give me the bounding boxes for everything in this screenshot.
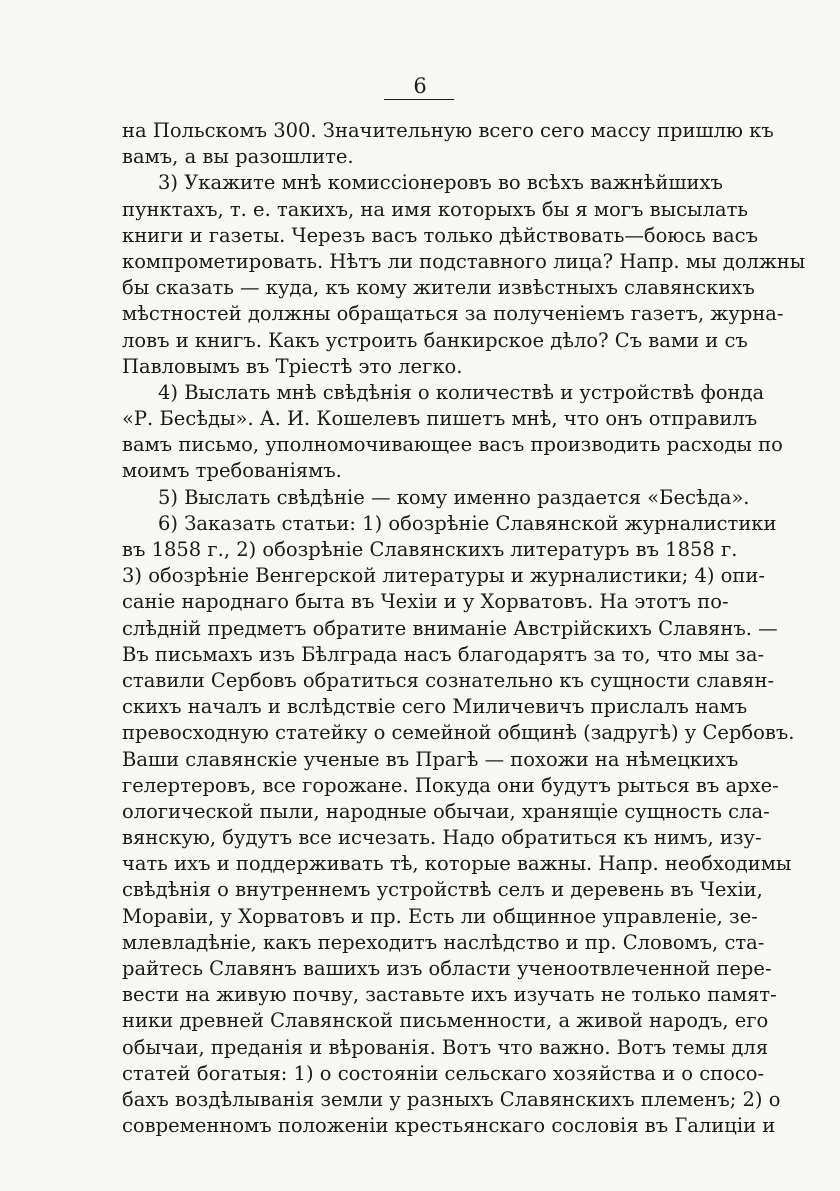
text-line: райтесь Славянъ вашихъ изъ области ученоотвлеченной пере- [122, 957, 772, 980]
text-line: моимъ требованіямъ. [122, 459, 342, 483]
text-line: компрометировать. Нѣтъ ли подставного лица? Напр. мы должны [122, 249, 806, 273]
text-line: въ 1858 г., 2) обозрѣніе Славянскихъ литературъ въ 1858 г. [122, 538, 738, 561]
text-line: слѣдній предметъ обратите вниманіе Австрійскихъ Славянъ. — [122, 616, 778, 640]
text-line: бы сказать — куда, къ кому жители извѣстныхъ славянскихъ [122, 276, 755, 300]
text-line: ники древней Славянской письменности, а живой народъ, его [122, 1009, 769, 1033]
text-line: ставили Сербовъ обратиться сознательно къ сущности славян- [122, 668, 775, 692]
text-line: пунктахъ, т. е. такихъ, на имя которыхъ бы я могъ высылать [122, 197, 748, 221]
text-line: млевладѣніе, какъ переходитъ наслѣдство и пр. Словомъ, ста- [122, 930, 765, 954]
text-line: Моравіи, у Хорватовъ и пр. Есть ли общинное управленіе, зе- [122, 904, 758, 928]
text-line: ологической пыли, народные обычаи, хранящіе сущность сла- [122, 799, 770, 823]
text-line: современномъ положеніи крестьянскаго сословія въ Галиціи и [122, 1114, 776, 1138]
text-line: «Р. Бесѣды». А. И. Кошелевъ пишетъ мнѣ, что онъ отправилъ [122, 407, 758, 431]
text-line: свѣдѣнія о внутреннемъ устройствѣ селъ и деревень въ Чехіи, [122, 878, 763, 902]
text-line: ловъ и книгъ. Какъ устроить банкирское дѣло? Съ вами и съ [122, 328, 748, 352]
text-line: Въ письмахъ изъ Бѣлграда насъ благодарятъ за то, что мы за- [122, 642, 765, 666]
text-line: статей богатыя: 1) о состояніи сельскаго хозяйства и о спосо- [122, 1061, 765, 1085]
text-line: 3) Укажите мнѣ комиссіонеровъ во всѣхъ важнѣйшихъ [158, 171, 723, 195]
text-line: обычаи, преданія и вѣрованія. Вотъ что важно. Вотъ темы для [122, 1035, 769, 1059]
text-line: книги и газеты. Черезъ васъ только дѣйствовать—боюсь васъ [122, 223, 758, 247]
text-line: гелертеровъ, все горожане. Покуда они будутъ рыться въ архе- [122, 773, 779, 797]
text-line: 6) Заказать статьи: 1) обозрѣніе Славянской журналистики [158, 511, 777, 535]
text-line: превосходную статейку о семейной общинѣ (задругѣ) у Сербовъ. [122, 721, 795, 745]
text-line: саніе народнаго быта въ Чехіи и у Хорватовъ. На этотъ по- [122, 590, 729, 614]
text-line: вамъ письмо, уполномочивающее васъ производить расходы по [122, 433, 783, 457]
page-number-rule [384, 99, 454, 100]
text-line: мѣстностей должны обращаться за полученіемъ газетъ, журна- [122, 302, 784, 326]
text-line: чать ихъ и поддерживать тѣ, которые важны. Напр. необходимы [122, 852, 792, 876]
text-line: 4) Выслать мнѣ свѣдѣнія о количествѣ и устройствѣ фонда [158, 380, 765, 404]
text-line: 3) обозрѣніе Венгерской литературы и журналистики; 4) опи- [122, 564, 766, 588]
text-line: вести на живую почву, заставьте ихъ изучать не только памят- [122, 983, 777, 1007]
text-line: 5) Выслать свѣдѣніе — кому именно раздается «Бесѣда». [158, 485, 750, 509]
text-line: вамъ, а вы разошлите. [122, 145, 354, 169]
text-line: на Польскомъ 300. Значительную всего сего массу пришлю къ [122, 119, 774, 142]
text-line: Павловымъ въ Тріестѣ это легко. [122, 354, 463, 378]
page-number: 6 [413, 74, 427, 98]
body-text [122, 118, 806, 1139]
text-line: бахъ воздѣлыванія земли у разныхъ Славянскихъ племенъ; 2) о [122, 1087, 781, 1111]
text-line: вянскую, будутъ все исчезать. Надо обратиться къ нимъ, изу- [122, 826, 762, 850]
text-line: Ваши славянскіе ученые въ Прагѣ — похожи на нѣмецкихъ [122, 747, 739, 771]
text-line: скихъ началъ и вслѣдствіе сего Миличевичъ прислалъ намъ [122, 695, 748, 719]
